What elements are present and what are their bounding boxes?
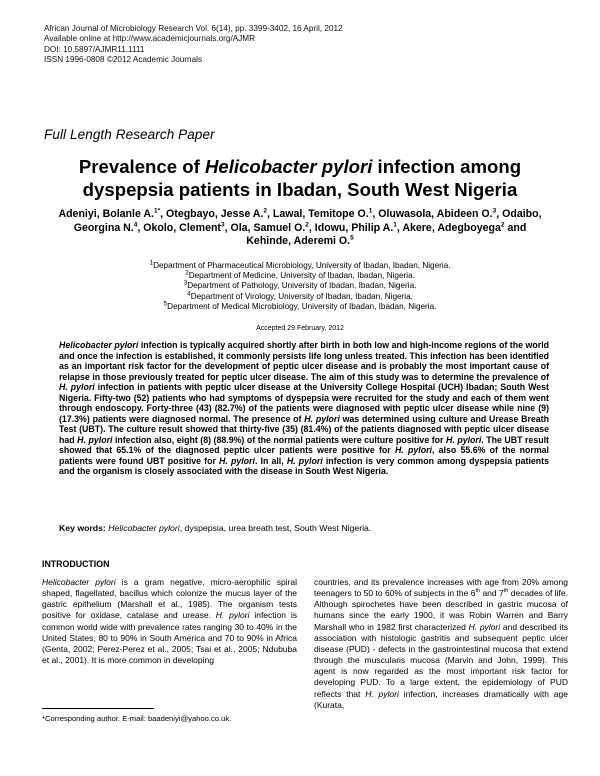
affiliation-line — [100, 271, 500, 281]
author-affiliation-marker: 5 — [350, 234, 354, 242]
species-name: H. pylori — [59, 382, 95, 392]
affiliation-marker: 3 — [183, 279, 188, 287]
ordinal-suffix: th — [503, 588, 509, 595]
corresponding-author-footnote: *Corresponding author. E-mail: baadeniyi@yahoo.co.uk. — [42, 714, 232, 723]
doi-line: DOI: 10.5897/AJMR11.1111 — [44, 44, 145, 54]
author-name: Otegbayo, Jesse A. — [166, 208, 264, 220]
accepted-date: Accepted 29 February, 2012 — [256, 325, 344, 332]
title-species: Helicobacter pylori — [204, 156, 373, 177]
text-run: and described its association with histologic gastritis and subsequent peptic ulcer disease (PUD) - defects in the gastrointestinal mucosa that extend through the muscularis mucosa (Marvin and John, 1999). This agent is now regarded as the most important risk factor for developing PUD. To a large extent, the epidemiology of PUD reflects that — [314, 621, 568, 699]
online-availability: Available online at http://www.academicjournals.org/AJMR — [44, 34, 256, 44]
text-run: is a gram negative, micro-aerophilic spiral shaped, flagellated, bacillus which colonize the mucus layer of the gastric epithelium (Marshall et al., 1985). The organism tests positive for oxidase, catalase and urease. — [42, 577, 298, 621]
text-run: infection, increases dramatically with age (Kurata, — [314, 688, 568, 710]
affiliation-marker: 4 — [187, 289, 191, 297]
issn-line: ISSN 1996-0808 ©2012 Academic Journals — [44, 54, 203, 64]
author-name: Odaibo, Georgina N. — [73, 208, 542, 234]
keywords — [59, 523, 559, 534]
species-name: Helicobacter pylori — [42, 577, 116, 587]
text-run: and 7 — [480, 588, 504, 599]
paper-type-label: Full Length Research Paper — [44, 127, 215, 142]
author-name: Akere, Adegboyega — [402, 221, 501, 234]
author-affiliation-marker: 2 — [305, 221, 309, 229]
author-affiliation-marker: 3 — [492, 207, 497, 215]
affiliation-line — [100, 281, 500, 291]
text-run: infection is common world wide with prevalence rates ranging 30 to 40% in the United States, 80 to 90% in South America and 70 to 90% in Africa (Genta, 2002; Perez-Perez et al., 2005; Tsai et al., 2005; Ndububa et al., 2001). It is more common in developing — [42, 610, 297, 666]
species-name: Helicobacter pylori — [59, 340, 139, 350]
journal-header — [44, 24, 343, 65]
author-name: Oluwasola, Abideen O. — [378, 208, 493, 220]
affiliation-text: Department of Pathology, University of Ibadan, Ibadan, Nigeria. — [187, 281, 417, 291]
text-run: was determined using culture and Urease Breath Test (UBT). The culture result showed that thirty-five (35) (81.4%) of the patients diagnosed with peptic ulcer disease had — [59, 413, 549, 445]
affiliation-marker: 5 — [163, 300, 168, 308]
author-name: Okolo, Clement — [143, 221, 221, 234]
author-name: Kehinde, Aderemi O. — [246, 235, 351, 248]
author-list: Adeniyi, Bolanle A.$^{1*}$, Otegbayo, Jesse A.$^2$, Lawal, Temitope O.$^1$, Oluwasola, Abideen O.$^3$, Odaibo, Georgina N.$^4$, Okolo, Clement$^3$, Ola, Samuel O.$^2$, Idowu, Philip A.$^1$, Akere, Adegboyega$^2$ and Kehinde, Aderemi O.$^5$ — [58, 207, 542, 248]
species-name: H. pylori — [304, 413, 340, 424]
affiliation-text: Department of Medicine, University of Ibadan, Ibadan, Nigeria. — [188, 271, 415, 281]
author-name: Lawal, Temitope O. — [272, 208, 369, 220]
text-run: infection is very common among dyspepsia patients and the organism is closely associated with the disease in South West Nigeria. — [59, 455, 549, 476]
ordinal-suffix: th — [475, 588, 481, 595]
affiliation-line — [100, 261, 500, 271]
author-affiliation-marker: 4 — [133, 221, 138, 229]
affiliation-text: Department of Pharmaceutical Microbiology, University of Ibadan, Ibadan, Nigeria. — [153, 261, 451, 270]
text-run: . In all, — [254, 455, 287, 466]
text-run: infection also, eight (8) (88.9%) of the normal patients were culture positive for — [112, 434, 446, 445]
text-run: countries, and its prevalence increases with age from 20% among teenagers to 50 to 60% of subjects in the 6 — [314, 577, 568, 599]
text-run: infection is typically acquired shortly after birth in both low and high-income regions of the world and once the infection is established, it commonly persists life long unless treated. This infection has been identified as an important risk factor for the development of peptic ulcer disease and is probably the most important cause of relapse in those previously treated for peptic ulcer disease. The aim of this study was to determine the prevalence of — [59, 340, 550, 382]
introduction-left-column — [42, 577, 297, 666]
species-name: H. pylori — [394, 445, 432, 455]
author-name: Ola, Samuel O. — [230, 221, 306, 234]
affiliations — [100, 261, 500, 312]
affiliation-text: Department of Virology, University of Ibadan, Ibadan, Nigeria. — [190, 291, 413, 301]
title-part-1: Prevalence of — [78, 156, 205, 177]
author-affiliation-marker: 3 — [220, 221, 225, 229]
text-run: decades of life. Although spirochetes have been described in gastric mucosa of humans since the early 1900, it was Robin Warren and Barry Marshall who in 1982 first characterized — [314, 588, 568, 632]
species-name: H. pylori — [446, 434, 482, 445]
author-affiliation-marker: 1 — [393, 221, 397, 229]
paper-title — [40, 155, 560, 201]
footnote-divider — [42, 708, 154, 709]
author-affiliation-marker: 2 — [263, 207, 268, 215]
section-heading-introduction: INTRODUCTION — [42, 559, 110, 569]
species-name: H. pylori — [286, 455, 323, 466]
affiliation-line — [100, 289, 500, 302]
title-part-2: infection among dyspepsia patients in Ibadan, South West Nigeria — [82, 156, 522, 200]
author-name: Adeniyi, Bolanle A. — [58, 208, 154, 220]
introduction-right-column — [314, 577, 568, 711]
author-affiliation-marker: 2 — [500, 221, 505, 229]
abstract — [59, 340, 549, 477]
text-run: . The UBT result showed that 65.1% of the diagnosed peptic ulcer patients were positive for — [59, 434, 549, 455]
species-name: H. pylori — [215, 610, 250, 621]
keywords-rest: , dyspepsia, urea breath test, South West Nigeria. — [179, 523, 372, 533]
affiliation-marker: 1 — [149, 259, 154, 267]
affiliation-line — [100, 302, 500, 312]
keywords-species: Helicobacter pylori — [108, 523, 180, 533]
species-name: H. pylori — [468, 621, 501, 632]
text-run: , also 55.6% of the normal patients were found UBT positive for — [59, 445, 549, 466]
species-name: H. pylori — [365, 688, 399, 699]
species-name: H. pylori — [77, 434, 113, 445]
text-run: infection in patients with peptic ulcer disease at the University College Hospital (UCH) Ibadan; South West Nigeria. Fifty-two (52) patients who had symptoms of dyspepsia were recruited for the study and each of them went through endoscopy. Forty-three (43) (82.7%) of the patients were diagnosed with peptic ulcer disease while nine (9) (17.3%) patients were diagnosed normal. The presence of — [59, 382, 549, 424]
affiliation-text: Department of Medical Microbiology, University of Ibadan, Ibadan, Nigeria. — [167, 301, 437, 311]
keywords-label: Key words: — [59, 523, 106, 533]
author-connector: and — [504, 221, 527, 234]
species-name: H. pylori — [219, 455, 255, 466]
author-name: Idowu, Philip A. — [314, 221, 394, 234]
journal-citation: African Journal of Microbiology Research Vol. 6(14), pp. 3399-3402, 16 April, 2012 — [44, 24, 343, 33]
affiliation-marker: 2 — [185, 269, 189, 277]
author-affiliation-marker: 1* — [154, 207, 161, 215]
author-affiliation-marker: 1 — [368, 207, 373, 215]
